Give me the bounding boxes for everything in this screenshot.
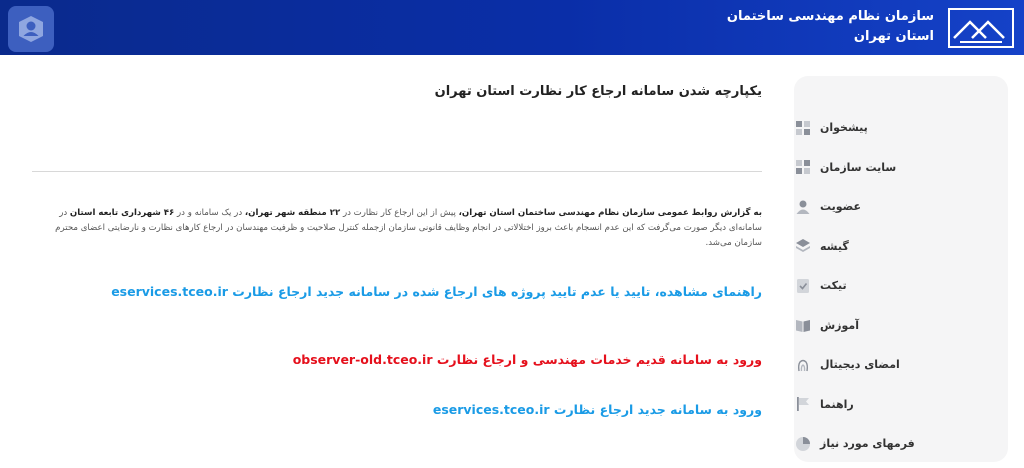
- ticket-icon: [794, 277, 812, 295]
- sidebar-item-label: امضای دیجیتال: [820, 358, 900, 372]
- fingerprint-icon: [794, 356, 812, 374]
- sidebar-item-membership[interactable]: [794, 187, 1008, 227]
- top-header: [0, 0, 1024, 55]
- sidebar-menu: [794, 76, 1008, 462]
- dashboard-icon: [794, 119, 812, 137]
- sidebar-item-org-site[interactable]: [794, 148, 1008, 188]
- sidebar-item-booth[interactable]: [794, 227, 1008, 267]
- organization-logo-icon[interactable]: [948, 8, 1014, 48]
- header-title-line2: استان تهران: [853, 29, 934, 44]
- sidebar-item-guide[interactable]: [794, 385, 1008, 425]
- paragraph-text: پیش از این ارجاع کار نظارت در: [340, 208, 459, 218]
- old-system-link-text: ورود به سامانه قدیم خدمات مهندسی و ارجاع نظارت: [436, 352, 762, 367]
- sidebar-item-label: فرمهای مورد نیاز: [820, 437, 915, 451]
- guide-link[interactable]: [111, 284, 762, 299]
- news-paragraph: [32, 206, 762, 251]
- divider: [32, 171, 762, 172]
- sidebar-item-required-forms[interactable]: [794, 424, 1008, 464]
- sidebar-item-ticket[interactable]: [794, 266, 1008, 306]
- flag-icon: [794, 395, 812, 413]
- sidebar-item-education[interactable]: [794, 306, 1008, 346]
- layers-icon: [794, 237, 812, 255]
- new-system-link-url[interactable]: eservices.tceo.ir: [432, 402, 550, 417]
- new-system-link-text: ورود به سامانه جدید ارجاع نظارت: [553, 402, 762, 417]
- sidebar-item-label: گیشه: [820, 239, 849, 253]
- grid-icon: [794, 158, 812, 176]
- old-system-link-url[interactable]: observer-old.tceo.ir: [292, 352, 433, 367]
- user-avatar-icon: [16, 14, 46, 44]
- sidebar-item-label: سایت سازمان: [820, 160, 897, 174]
- user-icon: [794, 198, 812, 216]
- main-content: [32, 76, 762, 456]
- paragraph-bold-areas: ۲۲ منطقه شهر تهران،: [244, 208, 341, 218]
- paragraph-bold-intro: به گزارش روابط عمومی سازمان نظام مهندسی ساختمان استان تهران،: [458, 208, 762, 218]
- sidebar-item-digital-signature[interactable]: [794, 345, 1008, 385]
- organization-title: [727, 7, 934, 47]
- guide-link-url[interactable]: eservices.tceo.ir: [111, 284, 228, 299]
- sidebar-item-label: عضویت: [820, 200, 862, 214]
- sidebar-item-label: راهنما: [820, 397, 854, 411]
- paragraph-bold-munis: ۴۶ شهرداری تابعه استان: [69, 208, 175, 218]
- sidebar-item-label: آموزش: [820, 318, 859, 332]
- paragraph-text: در سامانه‌ای دیگر صورت می‌گرفت که این عدم انسجام باعث بروز اختلالاتی در انجام وظایف قانونی سازمان ازجمله کنترل صلاحیت و ظرفیت مهندسان در ارجاع کارهای نظارت و نارضایتی اعضای محترم سازمان می‌شد.: [55, 208, 762, 248]
- sidebar-item-label: تیکت: [820, 279, 847, 293]
- sidebar-item-dashboard[interactable]: [794, 108, 1008, 148]
- pie-icon: [794, 435, 812, 453]
- paragraph-text: در یک سامانه و در: [174, 208, 245, 218]
- user-avatar-button[interactable]: [8, 6, 54, 52]
- guide-link-text: راهنمای مشاهده، تایید یا عدم تایید پروژه های ارجاع شده در سامانه جدید ارجاع نظارت: [232, 284, 762, 299]
- old-system-link[interactable]: [293, 352, 762, 367]
- page-title: یکپارچه شدن سامانه ارجاع کار نظارت استان تهران: [434, 84, 762, 99]
- new-system-link[interactable]: [433, 402, 762, 417]
- sidebar-item-label: پیشخوان: [820, 121, 868, 135]
- header-title-line1: سازمان نظام مهندسی ساختمان: [726, 9, 934, 24]
- book-icon: [794, 316, 812, 334]
